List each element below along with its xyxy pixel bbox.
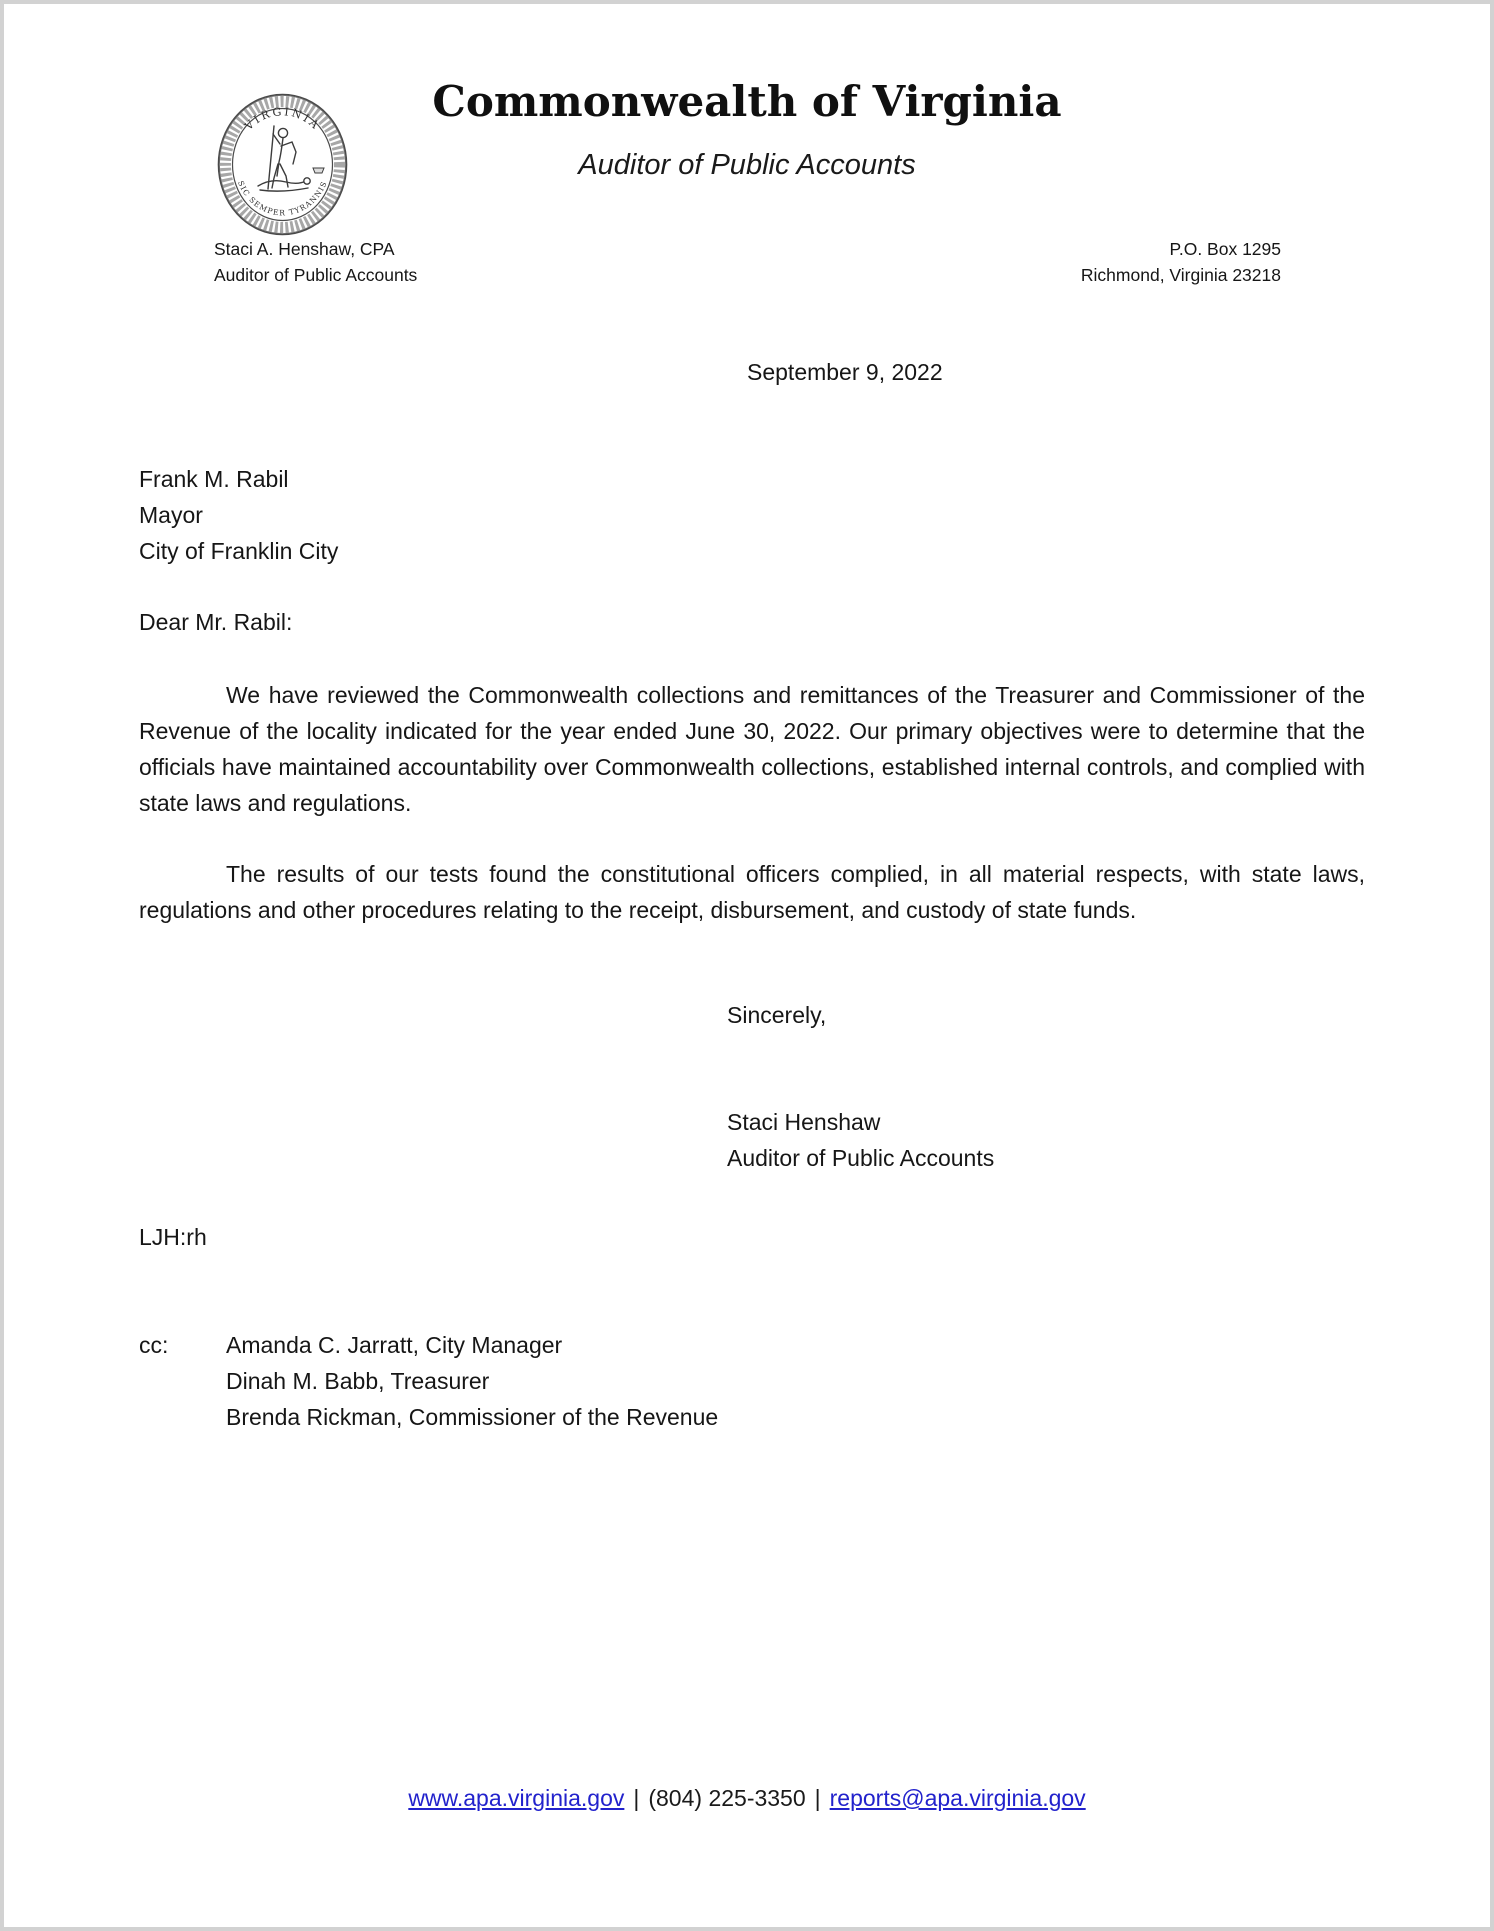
typist-reference: LJH:rh (139, 1224, 207, 1250)
official-block (214, 236, 417, 288)
cc-block (139, 1327, 718, 1435)
letterhead-title: Commonwealth of Virginia (432, 77, 1062, 126)
footer-contact (4, 1781, 1490, 1815)
letterhead-subtitle: Auditor of Public Accounts (578, 149, 916, 181)
recipient-title: Mayor (139, 502, 203, 528)
body-paragraph-2: The results of our tests found the constitutional officers complied, in all material respects, with state laws, regulations and other procedures relating to the receipt, disbursement, and custody of state funds. (139, 861, 1365, 923)
cc-recipient: Amanda C. Jarratt, City Manager (226, 1332, 563, 1358)
closing: Sincerely, (727, 1002, 827, 1028)
recipient-locality: City of Franklin City (139, 538, 339, 564)
seal-bottom-text: SIC SEMPER TYRANNIS (236, 179, 329, 218)
footer-separator: | (633, 1785, 640, 1811)
signer-name: Staci Henshaw (727, 1109, 881, 1135)
address-block (1081, 236, 1281, 288)
address-line-1: P.O. Box 1295 (1169, 239, 1281, 259)
cc-recipient: Dinah M. Babb, Treasurer (226, 1368, 490, 1394)
signature-block (727, 1104, 994, 1176)
recipient-block (139, 461, 338, 569)
official-title: Auditor of Public Accounts (214, 265, 418, 285)
letter-date: September 9, 2022 (747, 359, 943, 385)
cc-recipient: Brenda Rickman, Commissioner of the Revenue (226, 1404, 719, 1430)
address-line-2: Richmond, Virginia 23218 (1080, 265, 1281, 285)
footer-separator: | (814, 1785, 821, 1811)
recipient-name: Frank M. Rabil (139, 466, 289, 492)
cc-list (226, 1327, 718, 1435)
website-link[interactable]: www.apa.virginia.gov (408, 1785, 625, 1811)
email-link[interactable]: reports@apa.virginia.gov (829, 1785, 1086, 1811)
body-paragraph-1: We have reviewed the Commonwealth collections and remittances of the Treasurer and Commissioner of the Revenue of the locality indicated for the year ended June 30, 2022. Our primary objectives were to determine that the officials have maintained accountability over Commonwealth collections, established internal controls, and complied with state laws and regulations. (139, 682, 1365, 816)
signer-title: Auditor of Public Accounts (727, 1145, 995, 1171)
cc-label: cc: (139, 1332, 169, 1358)
salutation: Dear Mr. Rabil: (139, 609, 293, 635)
seal-top-text: VIRGINIA (242, 105, 323, 133)
phone-number: (804) 225-3350 (648, 1785, 806, 1811)
official-name: Staci A. Henshaw, CPA (214, 239, 395, 259)
